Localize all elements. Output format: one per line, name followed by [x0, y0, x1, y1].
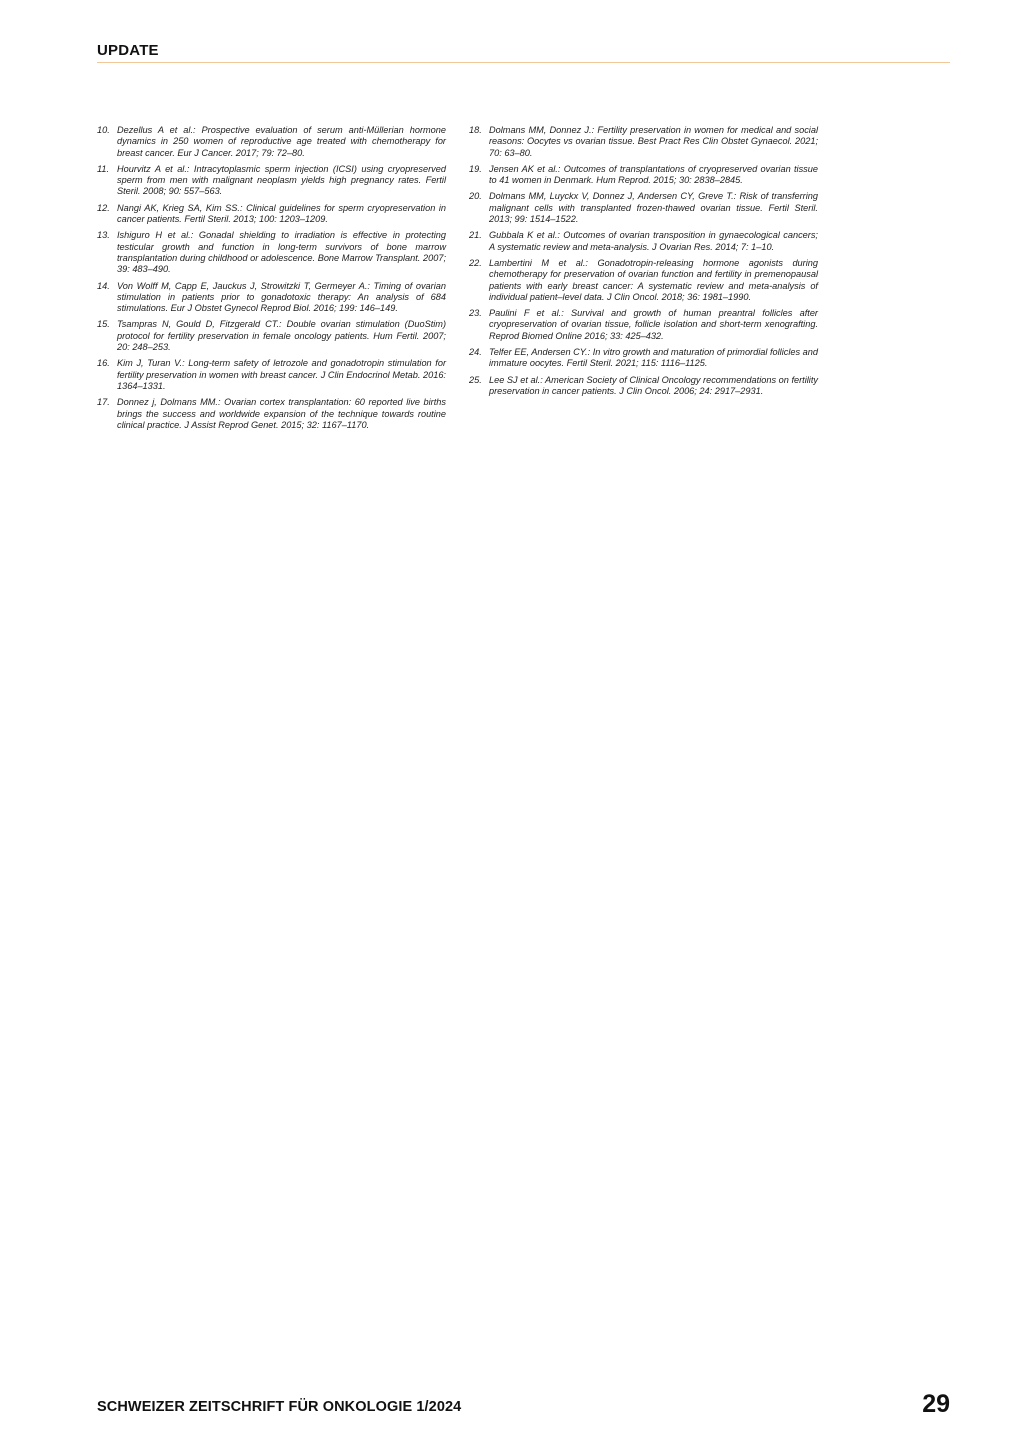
reference-text: Dolmans MM, Luyckx V, Donnez J, Andersen CY, Greve T.: Risk of transferring malignant cells with transplanted frozen-thawed ovarian tissue. Fertil Steril. 2013; 99: 1514–1522.: [489, 191, 818, 225]
reference-number: 23.: [469, 308, 482, 319]
reference-number: 16.: [97, 358, 110, 369]
reference-list-left: [97, 125, 446, 436]
section-label: UPDATE: [97, 42, 159, 59]
journal-title: SCHWEIZER ZEITSCHRIFT FÜR ONKOLOGIE 1/2024: [97, 1399, 462, 1415]
reference-number: 17.: [97, 397, 110, 408]
reference-text: Gubbala K et al.: Outcomes of ovarian transposition in gynaecological cancers; A systematic review and meta-analysis. J Ovarian Res. 2014; 7: 1–10.: [489, 230, 818, 252]
reference-number: 14.: [97, 280, 110, 291]
reference-item: [97, 203, 446, 226]
reference-number: 24.: [469, 347, 482, 358]
reference-text: Dolmans MM, Donnez J.: Fertility preservation in women for medical and social reasons: Oocytes vs ovarian tissue. Best Pract Res Clin Obstet Gynaecol. 2021; 70: 63–80.: [489, 125, 818, 158]
reference-text: Tsampras N, Gould D, Fitzgerald CT.: Double ovarian stimulation (DuoStim) protocol for fertility preservation in female oncology patients. Hum Fertil. 2007; 20: 248–253.: [117, 319, 446, 353]
reference-text: Von Wolff M, Capp E, Jauckus J, Strowitzki T, Germeyer A.: Timing of ovarian stimulation in patients prior to gonadotoxic therapy: An analysis of 684 stimulations. Eur J Obstet Gynecol Reprod Biol. 2016; 199: 146–149.: [117, 280, 446, 314]
reference-text: Kim J, Turan V.: Long-term safety of letrozole and gonadotropin stimulation for fertility preservation in women with breast cancer. J Clin Endocrinol Metab. 2016: 1364–1331.: [117, 358, 446, 391]
reference-item: [97, 125, 446, 159]
reference-text: Telfer EE, Andersen CY.: In vitro growth and maturation of primordial follicles and immature oocytes. Fertil Steril. 2021; 115: 1116–1125.: [489, 347, 818, 369]
reference-item: [97, 358, 446, 392]
reference-text: Jensen AK et al.: Outcomes of transplantations of cryopreserved ovarian tissue to 41 women in Denmark. Hum Reprod. 2015; 30: 2838–2845.: [489, 163, 818, 186]
reference-number: 12.: [97, 202, 110, 213]
reference-item: [469, 230, 818, 253]
reference-number: 22.: [469, 257, 482, 268]
reference-item: [469, 258, 818, 303]
reference-number: 18.: [469, 125, 482, 135]
reference-item: [469, 375, 818, 398]
reference-text: Nangi AK, Krieg SA, Kim SS.: Clinical guidelines for sperm cryopreservation in cancer patients. Fertil Steril. 2013; 100: 1203–1209.: [117, 202, 446, 225]
reference-item: [469, 125, 818, 159]
reference-text: Ishiguro H et al.: Gonadal shielding to irradiation is effective in protecting testicular growth and function in long-term survivors of bone marrow transplantation during childhood or adolescence. Bone Marrow Transplant. 2007; 39: 483–490.: [117, 230, 446, 275]
header-divider: [97, 62, 950, 63]
reference-item: [469, 347, 818, 370]
reference-text: Dezellus A et al.: Prospective evaluation of serum anti-Müllerian hormone dynamics in 250 women of reproductive age treated with chemotherapy for breast cancer. Eur J Cancer. 2017; 79: 72–80.: [117, 125, 446, 158]
reference-item: [97, 230, 446, 275]
reference-item: [469, 308, 818, 342]
reference-number: 19.: [469, 163, 482, 174]
reference-number: 21.: [469, 230, 482, 241]
reference-text: Paulini F et al.: Survival and growth of human preantral follicles after cryopreservation of ovarian tissue, follicle isolation and short-term xenografting. Reprod Biomed Online 2016; 33: 425–432.: [489, 308, 818, 341]
reference-item: [97, 397, 446, 431]
reference-item: [97, 319, 446, 353]
reference-number: 13.: [97, 230, 110, 241]
reference-number: 25.: [469, 374, 482, 385]
reference-number: 15.: [97, 319, 110, 330]
reference-text: Hourvitz A et al.: Intracytoplasmic sperm injection (ICSI) using cryopreserved sperm from men with malignant neoplasm yields high pregnancy rates. Fertil Steril. 2008; 90: 557–563.: [117, 163, 446, 197]
reference-item: [97, 281, 446, 315]
reference-number: 11.: [97, 163, 110, 174]
reference-item: [469, 164, 818, 187]
reference-item: [97, 164, 446, 198]
page-number: 29: [922, 1390, 950, 1418]
reference-text: Lee SJ et al.: American Society of Clinical Oncology recommendations on fertility preservation in cancer patients. J Clin Oncol. 2006; 24: 2917–2931.: [489, 374, 818, 396]
reference-text: Donnez j, Dolmans MM.: Ovarian cortex transplantation: 60 reported live births brings the success and worldwide expansion of the technique towards routine clinical practice. J Assist Reprod Genet. 2015; 32: 1167–1170.: [117, 397, 446, 430]
reference-list-right: [469, 125, 818, 402]
reference-number: 10.: [97, 125, 110, 135]
reference-item: [469, 191, 818, 225]
reference-text: Lambertini M et al.: Gonadotropin-releasing hormone agonists during chemotherapy for preservation of ovarian function and fertility in premenopausal patients with early breast cancer: A systematic review and meta-analysis of individual patient–level data. J Clin Oncol. 2018; 36: 1981–1990.: [489, 257, 818, 302]
reference-number: 20.: [469, 191, 482, 202]
